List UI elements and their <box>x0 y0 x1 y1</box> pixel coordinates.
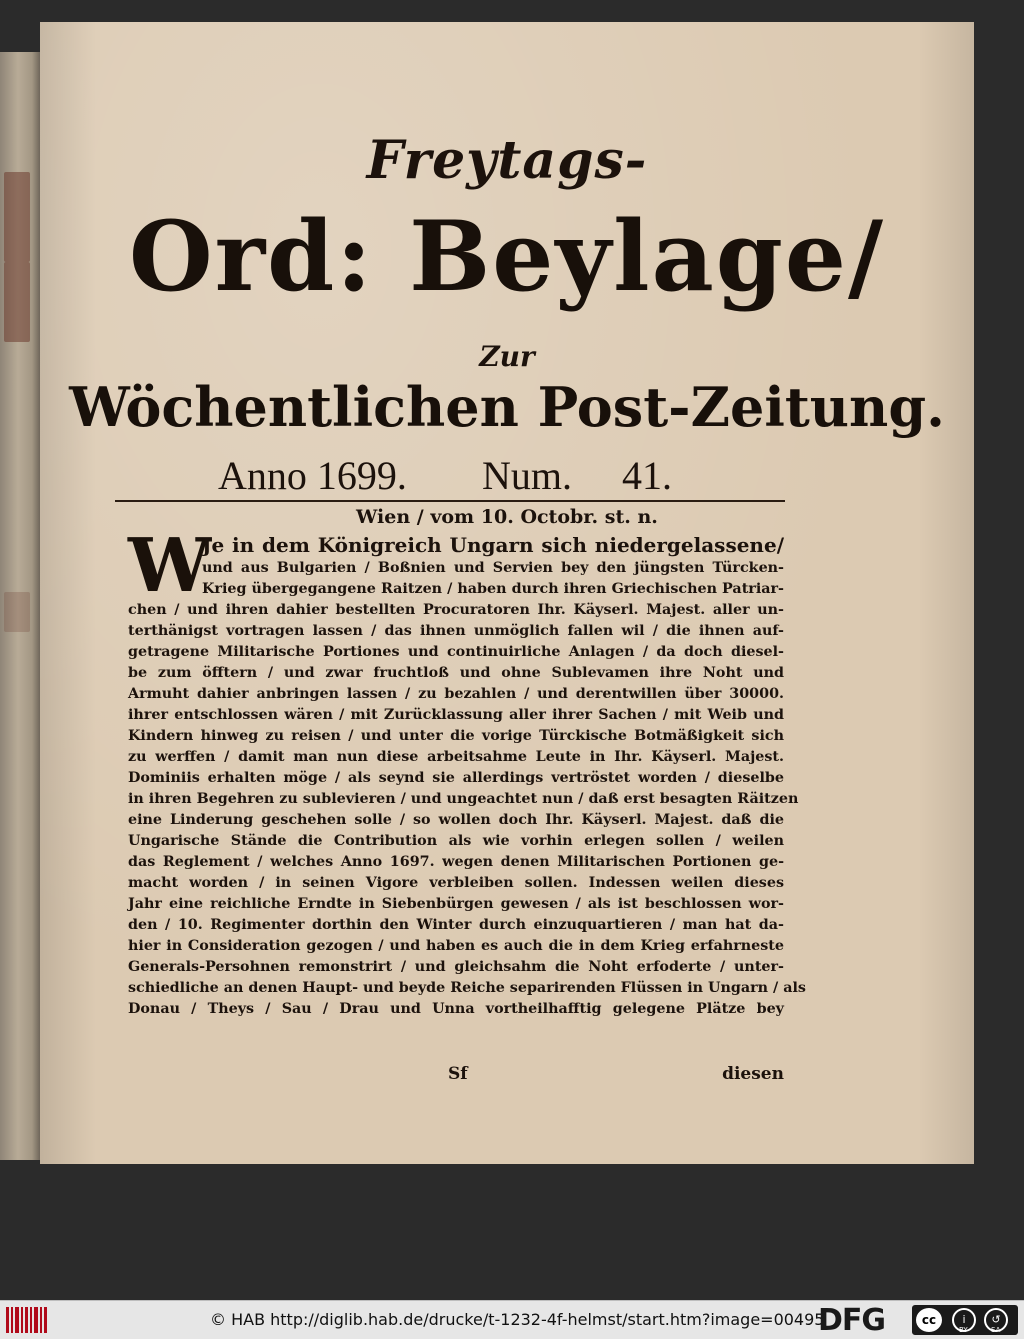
drop-cap: W <box>128 523 212 609</box>
issue-number-label: Num. <box>482 453 572 498</box>
signature-mark: Sf <box>448 1064 468 1084</box>
article-line: Kindern hinweg zu reisen / und unter die vorige Türckische Botmäßigkeit sich <box>128 728 784 744</box>
masthead-line-3: Zur <box>479 340 535 373</box>
article-line: Krieg übergegangene Raitzen / haben durch ihren Griechischen Patriar- <box>202 581 784 597</box>
ink-bleed <box>4 592 30 632</box>
cc-icon: cc <box>916 1308 942 1332</box>
cc-license-badge[interactable] <box>912 1305 1018 1335</box>
article-line: den / 10. Regimenter dorthin den Winter durch einzuquartieren / man hat da- <box>128 917 784 933</box>
article-line: chen / und ihren dahier bestellten Procuratoren Ihr. Käyserl. Majest. aller un- <box>128 602 784 618</box>
dfg-logo[interactable]: DFG <box>818 1303 886 1338</box>
by-label: BY <box>959 1326 968 1334</box>
article-line: Je in dem Königreich Ungarn sich niedergelassene/ <box>202 533 784 557</box>
newspaper-page <box>40 22 974 1164</box>
page-footer <box>128 1064 784 1088</box>
article-body <box>128 523 806 1020</box>
scan-margin-right <box>974 22 1024 1164</box>
article-line: schiedliche an denen Haupt- und beyde Reiche separirenden Flüssen in Ungarn / als <box>128 980 806 996</box>
article-line: und aus Bulgarien / Boßnien und Servien bey den jüngsten Türcken- <box>202 560 784 576</box>
article-line: Donau / Theys / Sau / Drau und Unna vortheilhafftig gelegene Plätze bey <box>128 1001 784 1017</box>
article-line: das Reglement / welches Anno 1697. wegen denen Militarischen Portionen ge- <box>128 854 784 870</box>
hab-barcode-logo[interactable] <box>6 1307 50 1333</box>
article-line: getragene Militarische Portiones und continuirliche Anlagen / da doch diesel- <box>128 644 784 660</box>
article-line: terthänigst vortragen lassen / das ihnen unmöglich fallen wil / die ihnen auf- <box>128 623 784 639</box>
ink-bleed <box>4 172 30 262</box>
by-attribution-icon: i <box>952 1308 976 1332</box>
source-link[interactable]: © HAB http://diglib.hab.de/drucke/t-1232-4f-helmst/start.htm?image=00495 <box>210 1310 825 1329</box>
article-line: ihrer entschlossen wären / mit Zurücklassung aller ihrer Sachen / mit Weib und <box>128 707 784 723</box>
dateline: Wien / vom 10. Octobr. st. n. <box>356 506 658 528</box>
ink-bleed <box>4 262 30 342</box>
article-line: Ungarische Stände die Contribution als wie vorhin erlegen sollen / weilen <box>128 833 784 849</box>
masthead-line-4: Wöchentlichen Post-Zeitung. <box>69 375 945 439</box>
issue-year: Anno 1699. <box>218 453 407 498</box>
sa-label: SA <box>991 1326 1001 1334</box>
article-line: Jahr eine reichliche Erndte in Siebenbürgen gewesen / als ist beschlossen wor- <box>128 896 784 912</box>
header-rule <box>115 500 785 502</box>
article-line: zu werffen / damit man nun diese arbeitsahme Leute in Ihr. Käyserl. Majest. <box>128 749 784 765</box>
article-line: Armuht dahier anbringen lassen / zu bezahlen / und derentwillen über 30000. <box>128 686 784 702</box>
article-line: Generals-Persohnen remonstrirt / und gleichsahm die Noht erfoderte / unter- <box>128 959 784 975</box>
issue-line <box>218 452 738 496</box>
article-line: in ihren Begehren zu sublevieren / und ungeachtet nun / daß erst besagten Räitzen <box>128 791 799 807</box>
catchword: diesen <box>722 1064 784 1084</box>
article-line: eine Linderung geschehen solle / so wollen doch Ihr. Käyserl. Majest. daß die <box>128 812 784 828</box>
previous-page-edge <box>0 52 40 1160</box>
masthead-line-2: Ord: Beylage/ <box>128 200 886 313</box>
article-line: be zum öfftern / und zwar fruchtloß und ohne Sublevamen ihre Noht und <box>128 665 784 681</box>
viewer-footer-bar <box>0 1300 1024 1339</box>
issue-number: 41. <box>622 453 672 498</box>
masthead-line-1: Freytags- <box>366 130 648 191</box>
article-line: Dominiis erhalten möge / als seynd sie allerdings vertröstet worden / dieselbe <box>128 770 784 786</box>
article-line: hier in Consideration gezogen / und haben es auch die in dem Krieg erfahrneste <box>128 938 784 954</box>
article-line: macht worden / in seinen Vigore verbleiben sollen. Indessen weilen dieses <box>128 875 784 891</box>
share-alike-icon: ↺ <box>984 1308 1008 1332</box>
